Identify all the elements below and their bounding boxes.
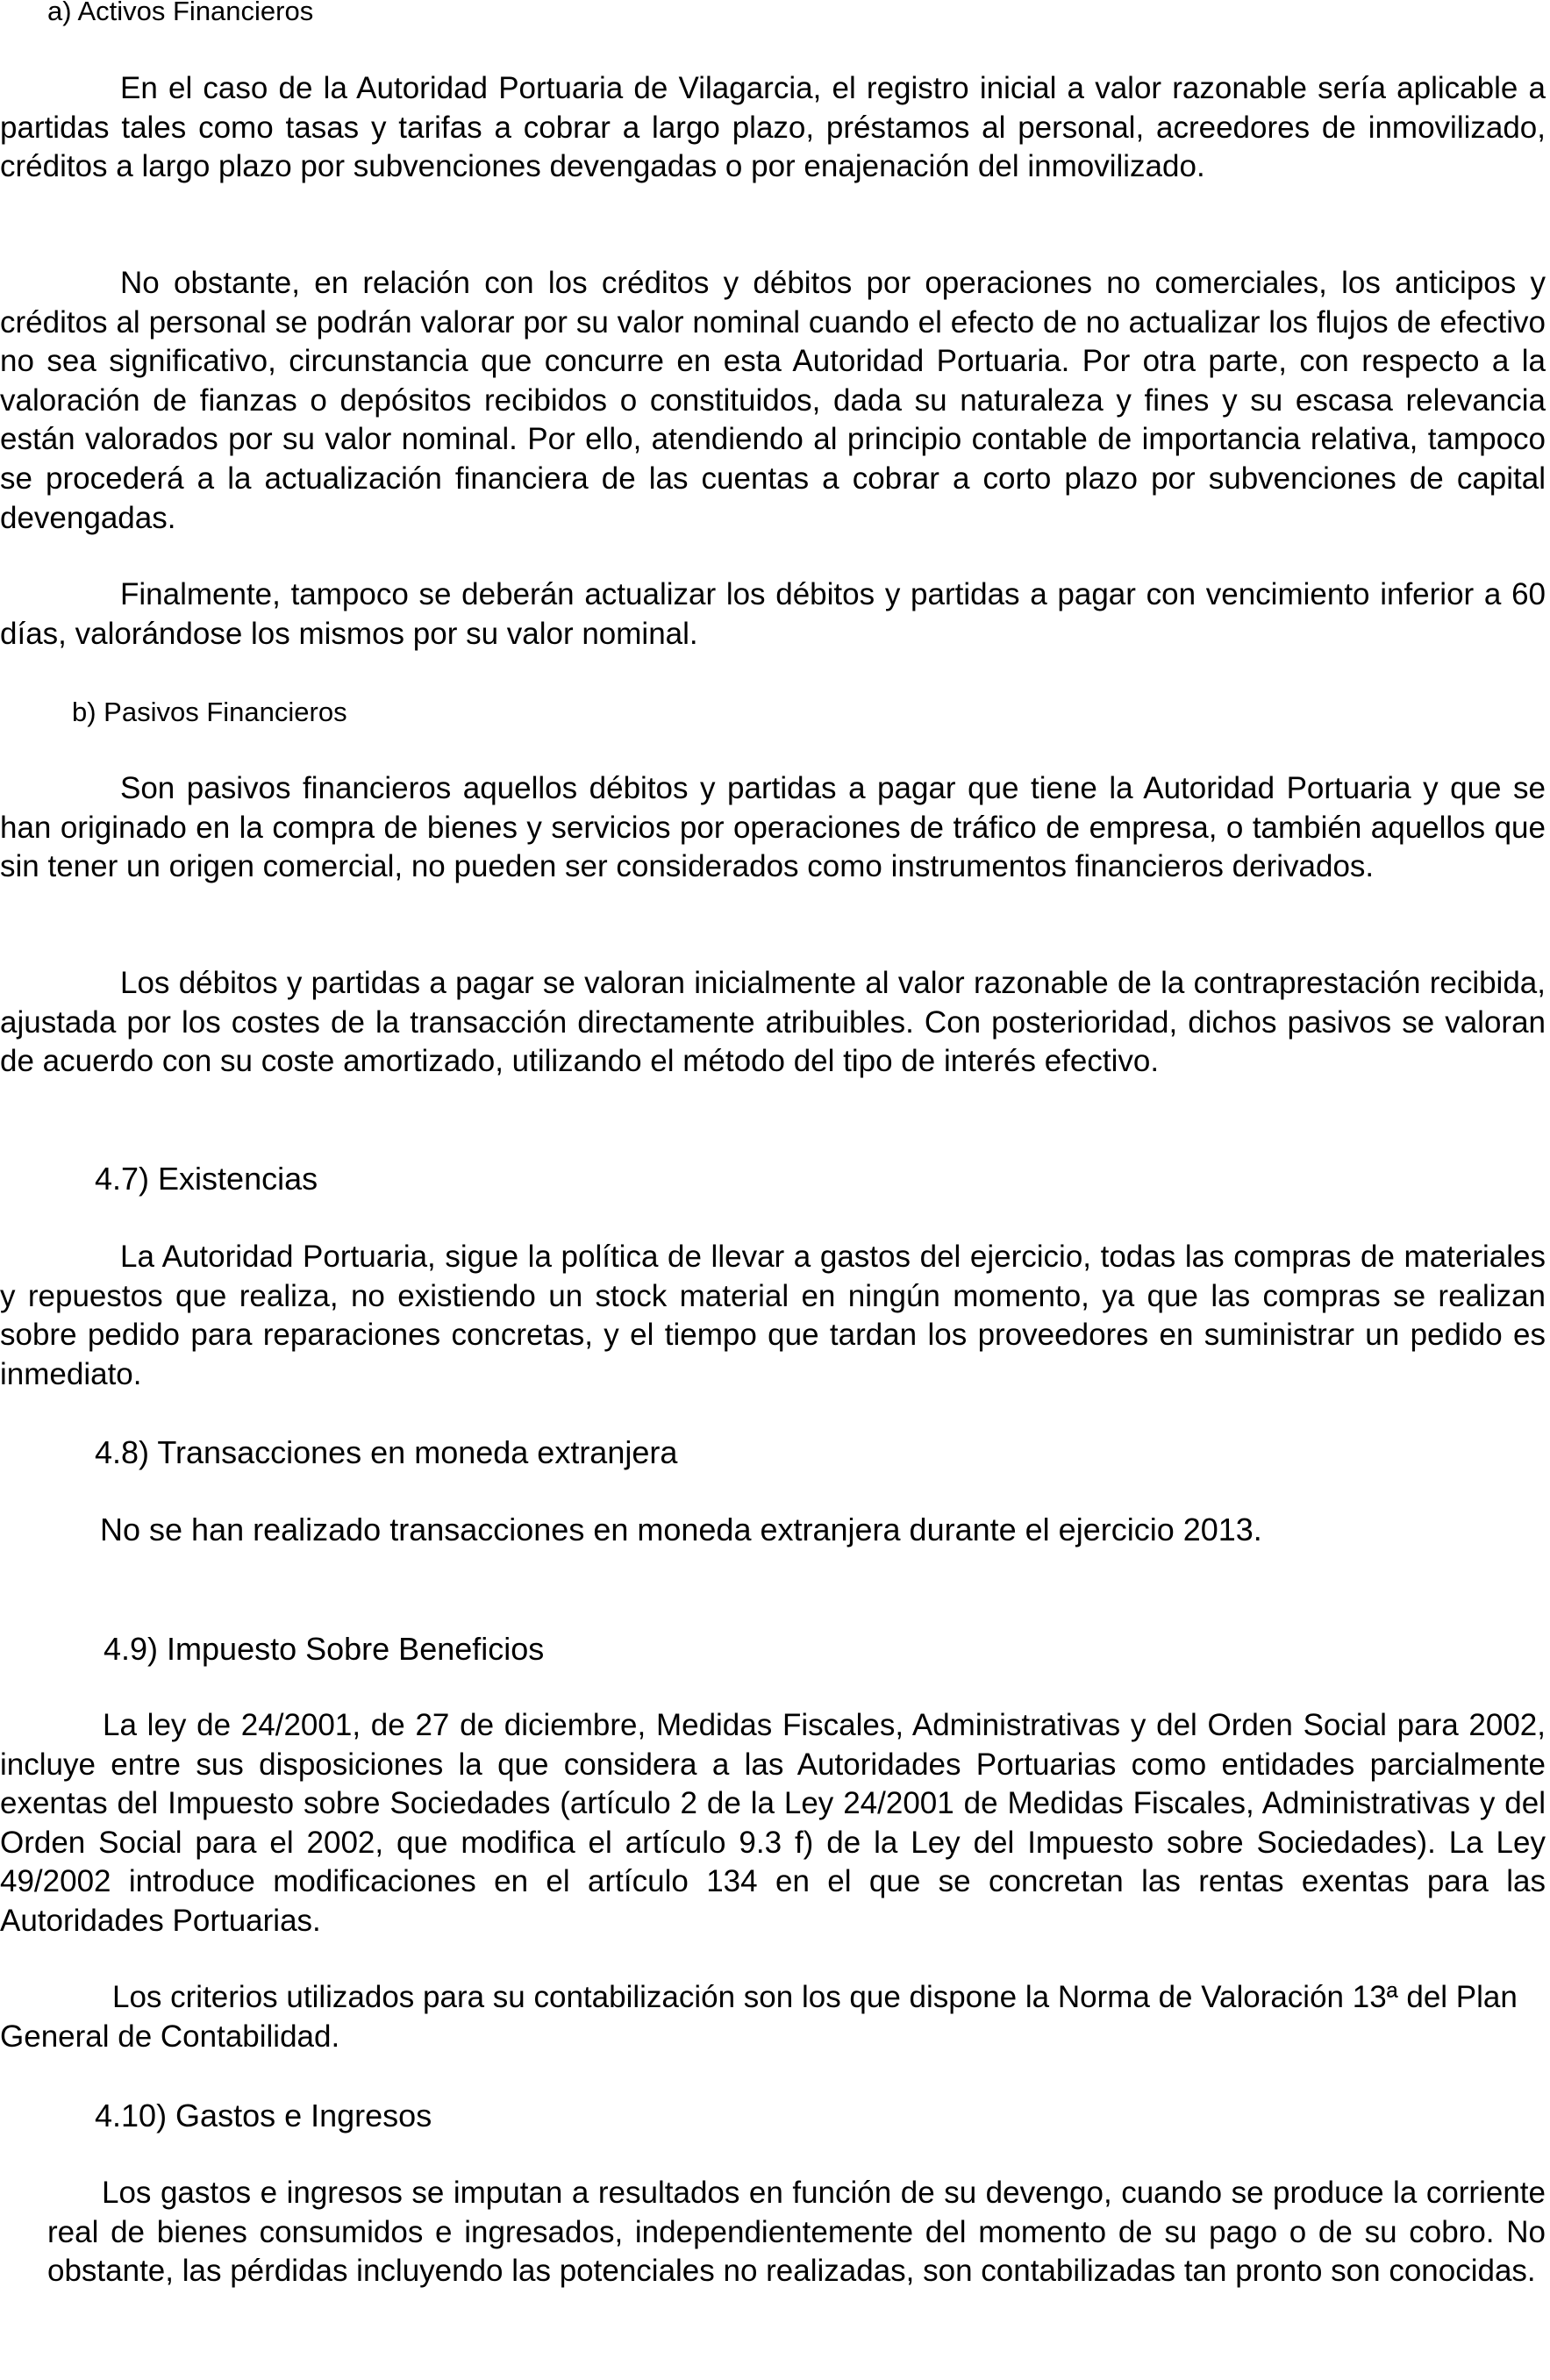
section-heading-gastos-ingresos: 4.10) Gastos e Ingresos: [95, 2098, 432, 2133]
section-heading-pasivos-financieros: b) Pasivos Financieros: [72, 697, 347, 727]
paragraph-gastos-ingresos: Los gastos e ingresos se imputan a resultados en función de su devengo, cuando se produce la corriente real de bienes consumidos e ingresados, independientemente del momento de su pago o de su cobro. No obstante, las pérdidas incluyendo las potenciales no realizadas, son contabilizadas tan pronto son conocidas.: [47, 2176, 1546, 2289]
paragraph-pasivos-valoracion: Los débitos y partidas a pagar se valoran inicialmente al valor razonable de la contraprestación recibida, ajustada por los costes de la transacción directamente atribuibles. Con posterioridad, dichos pasivos se valoran de acuerdo con su coste amortizado, utilizando el método del tipo de interés efectivo.: [0, 966, 1546, 1079]
paragraph-moneda-extranjera: No se han realizado transacciones en moneda extranjera durante el ejercicio 2013.: [100, 1512, 1262, 1547]
paragraph-impuesto-criterios: Los criterios utilizados para su contabilización son los que dispone la Norma de Valoración 13ª del Plan General de Contabilidad.: [0, 1980, 1518, 2054]
paragraph-existencias: La Autoridad Portuaria, sigue la política de llevar a gastos del ejercicio, todas las compras de materiales y repuestos que realiza, no existiendo un stock material en ningún momento, ya que las compras se realizan sobre pedido para reparaciones concretas, y el tiempo que tardan los proveedores en suministrar un pedido es inmediato.: [0, 1240, 1546, 1391]
section-heading-moneda-extranjera: 4.8) Transacciones en moneda extranjera: [95, 1434, 678, 1470]
section-heading-impuesto-beneficios: 4.9) Impuesto Sobre Beneficios: [104, 1631, 545, 1667]
paragraph-activos-registro-inicial: En el caso de la Autoridad Portuaria de Vilagarcia, el registro inicial a valor razonable sería aplicable a partidas tales como tasas y tarifas a cobrar a largo plazo, préstamos al personal, acreedores de inmovilizado, créditos a largo plazo por subvenciones devengadas o por enajenación del inmovilizado.: [0, 71, 1546, 184]
section-heading-activos-financieros: a) Activos Financieros: [47, 0, 314, 26]
paragraph-activos-no-obstante: No obstante, en relación con los créditos y débitos por operaciones no comerciales, los anticipos y créditos al personal se podrán valorar por su valor nominal cuando el efecto de no actualizar los flujos de efectivo no sea significativo, circunstancia que concurre en esta Autoridad Portuaria. Por otra parte, con respecto a la valoración de fianzas o depósitos recibidos o constituidos, dada su naturaleza y fines y su escasa relevancia están valorados por su valor nominal. Por ello, atendiendo al principio contable de importancia relativa, tampoco se procederá a la actualización financiera de las cuentas a cobrar a corto plazo por subvenciones de capital devengadas.: [0, 266, 1546, 535]
paragraph-pasivos-definicion: Son pasivos financieros aquellos débitos y partidas a pagar que tiene la Autoridad Portuaria y que se han originado en la compra de bienes y servicios por operaciones de tráfico de empresa, o también aquellos que sin tener un origen comercial, no pueden ser considerados como instrumentos financieros derivados.: [0, 771, 1546, 884]
paragraph-activos-finalmente: Finalmente, tampoco se deberán actualizar los débitos y partidas a pagar con vencimiento inferior a 60 días, valorándose los mismos por su valor nominal.: [0, 577, 1546, 651]
section-heading-existencias: 4.7) Existencias: [95, 1161, 318, 1197]
paragraph-impuesto-ley: La ley de 24/2001, de 27 de diciembre, Medidas Fiscales, Administrativas y del Orden Social para 2002, incluye entre sus disposiciones la que considera a las Autoridades Portuarias como entidades parcialmente exentas del Impuesto sobre Sociedades (artículo 2 de la Ley 24/2001 de Medidas Fiscales, Administrativas y del Orden Social para el 2002, que modifica el artículo 9.3 f) de la Ley del Impuesto sobre Sociedades). La Ley 49/2002 introduce modificaciones en el artículo 134 en el que se concretan las rentas exentas para las Autoridades Portuarias.: [0, 1708, 1546, 1938]
